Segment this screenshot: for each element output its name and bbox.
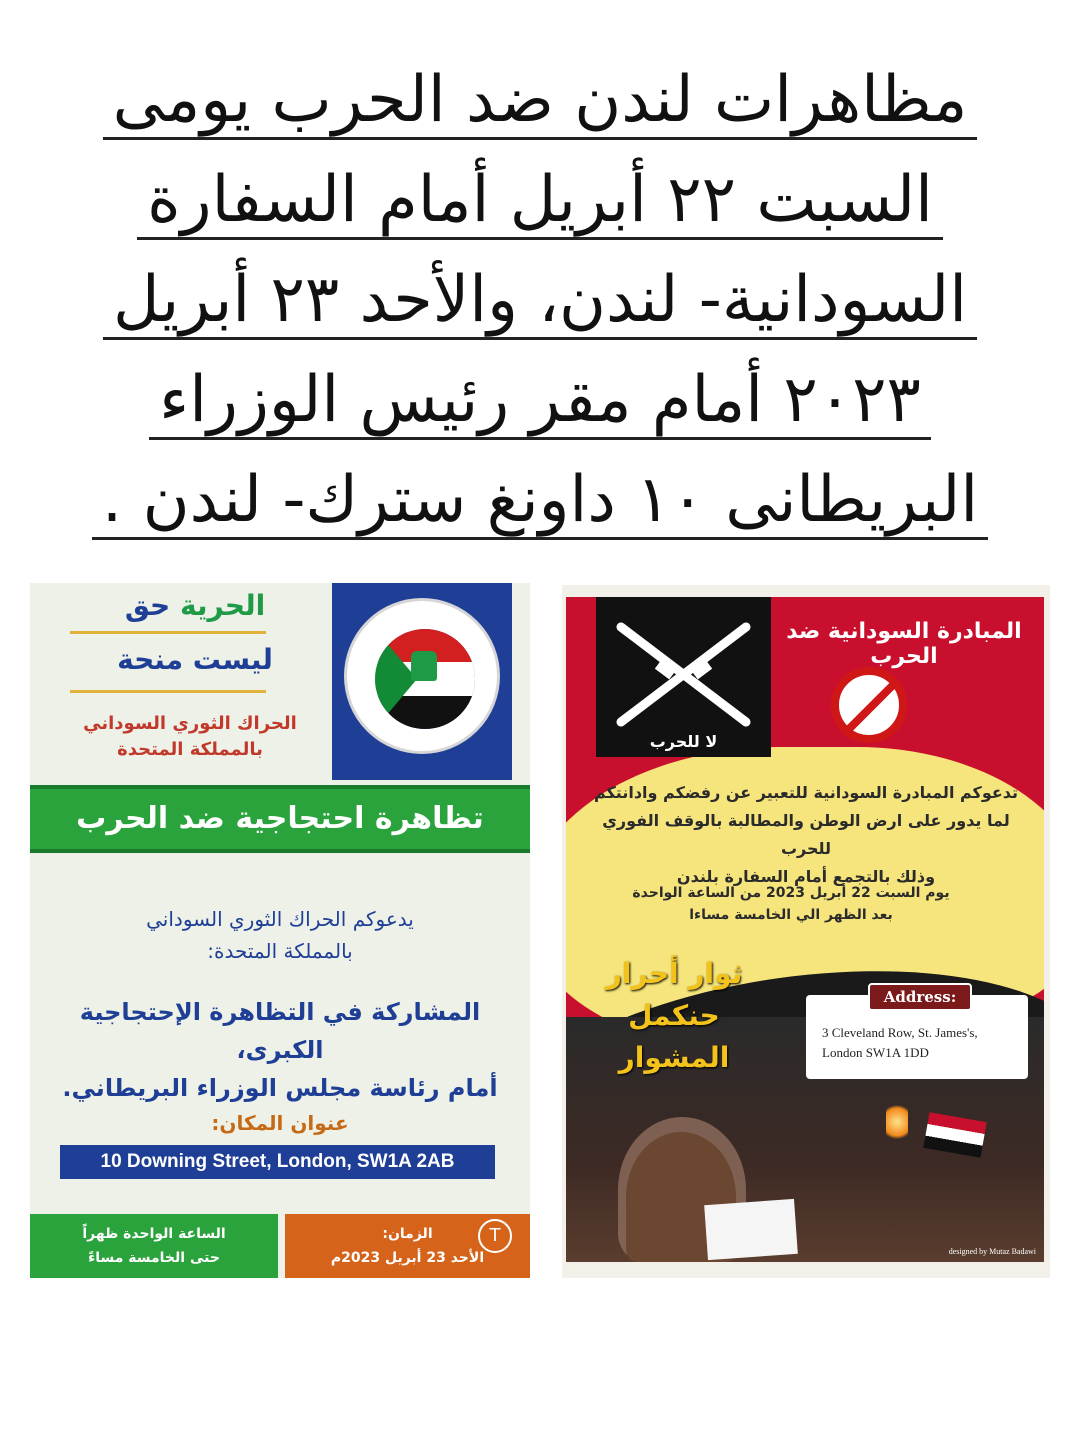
paper-sign (704, 1199, 798, 1260)
torch-flame-icon (886, 1102, 908, 1142)
invitation-text: يدعوكم الحراك الثوري السوداني بالمملكة المتحدة: (146, 907, 414, 963)
revolution-slogan: ثوار أحرار حنكمل المشوار (605, 957, 743, 1074)
movement-logo-box (332, 583, 512, 780)
address-card (806, 988, 1028, 1079)
organization-name: الحراك الثوري السوداني بالمملكة المتحدة (83, 713, 297, 760)
no-war-label: لا للحرب (649, 732, 718, 751)
movement-logo (344, 598, 500, 754)
headline-line-1: مظاهرات لندن ضد الحرب يومى (103, 63, 978, 140)
slogan-line-2: ليست منحة (117, 643, 273, 676)
poster-right[interactable] (562, 585, 1050, 1278)
headline-line-2: السبت ٢٢ أبريل أمام السفارة (137, 163, 943, 240)
poster-right-canvas (566, 597, 1044, 1262)
headline-line-4: ٢٠٢٣ أمام مقر رئيس الوزراء (149, 363, 931, 440)
headline-line-5: البريطانى ١٠ داونغ سترك- لندن . (92, 463, 988, 540)
slogan-word-right: حق (124, 589, 171, 622)
designer-credit: designed by Mutaz Badawi (948, 1247, 1036, 1256)
date-box: الزمان: الأحد 23 أبريل 2023م (285, 1214, 530, 1278)
headline (60, 50, 1020, 550)
slogan-line-1 (60, 589, 330, 622)
headline-line-3: السودانية- لندن، والأحد ٢٣ أبريل (103, 263, 977, 340)
protest-banner: تظاهرة احتجاجية ضد الحرب (30, 785, 530, 853)
divider (70, 690, 266, 693)
slogan-word-freedom: الحرية (179, 589, 266, 622)
time-box: الساعة الواحدة ظهراً حتى الخامسة مساءً (30, 1214, 278, 1278)
invitation-text: تدعوكم المبادرة السودانية للتعبير عن رفضكم وادانتكم لما يدور على ارض الوطن والمطالبة بالوقف الفوري للحرب وذلك بالتجمع أمام السفارة بلندن (593, 783, 1019, 886)
event-date: يوم السبت 22 أبريل 2023 من الساعة الواحدة بعد الظهر الي الخامسة مساءا (632, 885, 950, 923)
poster-left[interactable] (30, 583, 530, 1278)
flag-emblem-icon (375, 629, 475, 729)
address-text: 3 Cleveland Row, St. James's, London SW1A 1DD (822, 1025, 978, 1060)
divider (70, 631, 266, 634)
no-weapons-icon (831, 667, 907, 743)
crossed-rifles-icon (596, 597, 771, 757)
address-label: عنوان المكان: (211, 1111, 349, 1135)
address-box: 10 Downing Street, London, SW1A 2AB (60, 1145, 495, 1179)
fist-icon (411, 651, 437, 681)
call-to-action: المشاركة في التظاهرة الإحتجاجية الكبرى، أمام رئاسة مجلس الوزراء البريطاني. (62, 998, 498, 1102)
text-recognition-icon[interactable]: T (478, 1219, 512, 1253)
initiative-title: المبادرة السودانية ضد الحرب (786, 619, 1022, 669)
address-tag: Address: (868, 983, 972, 1011)
